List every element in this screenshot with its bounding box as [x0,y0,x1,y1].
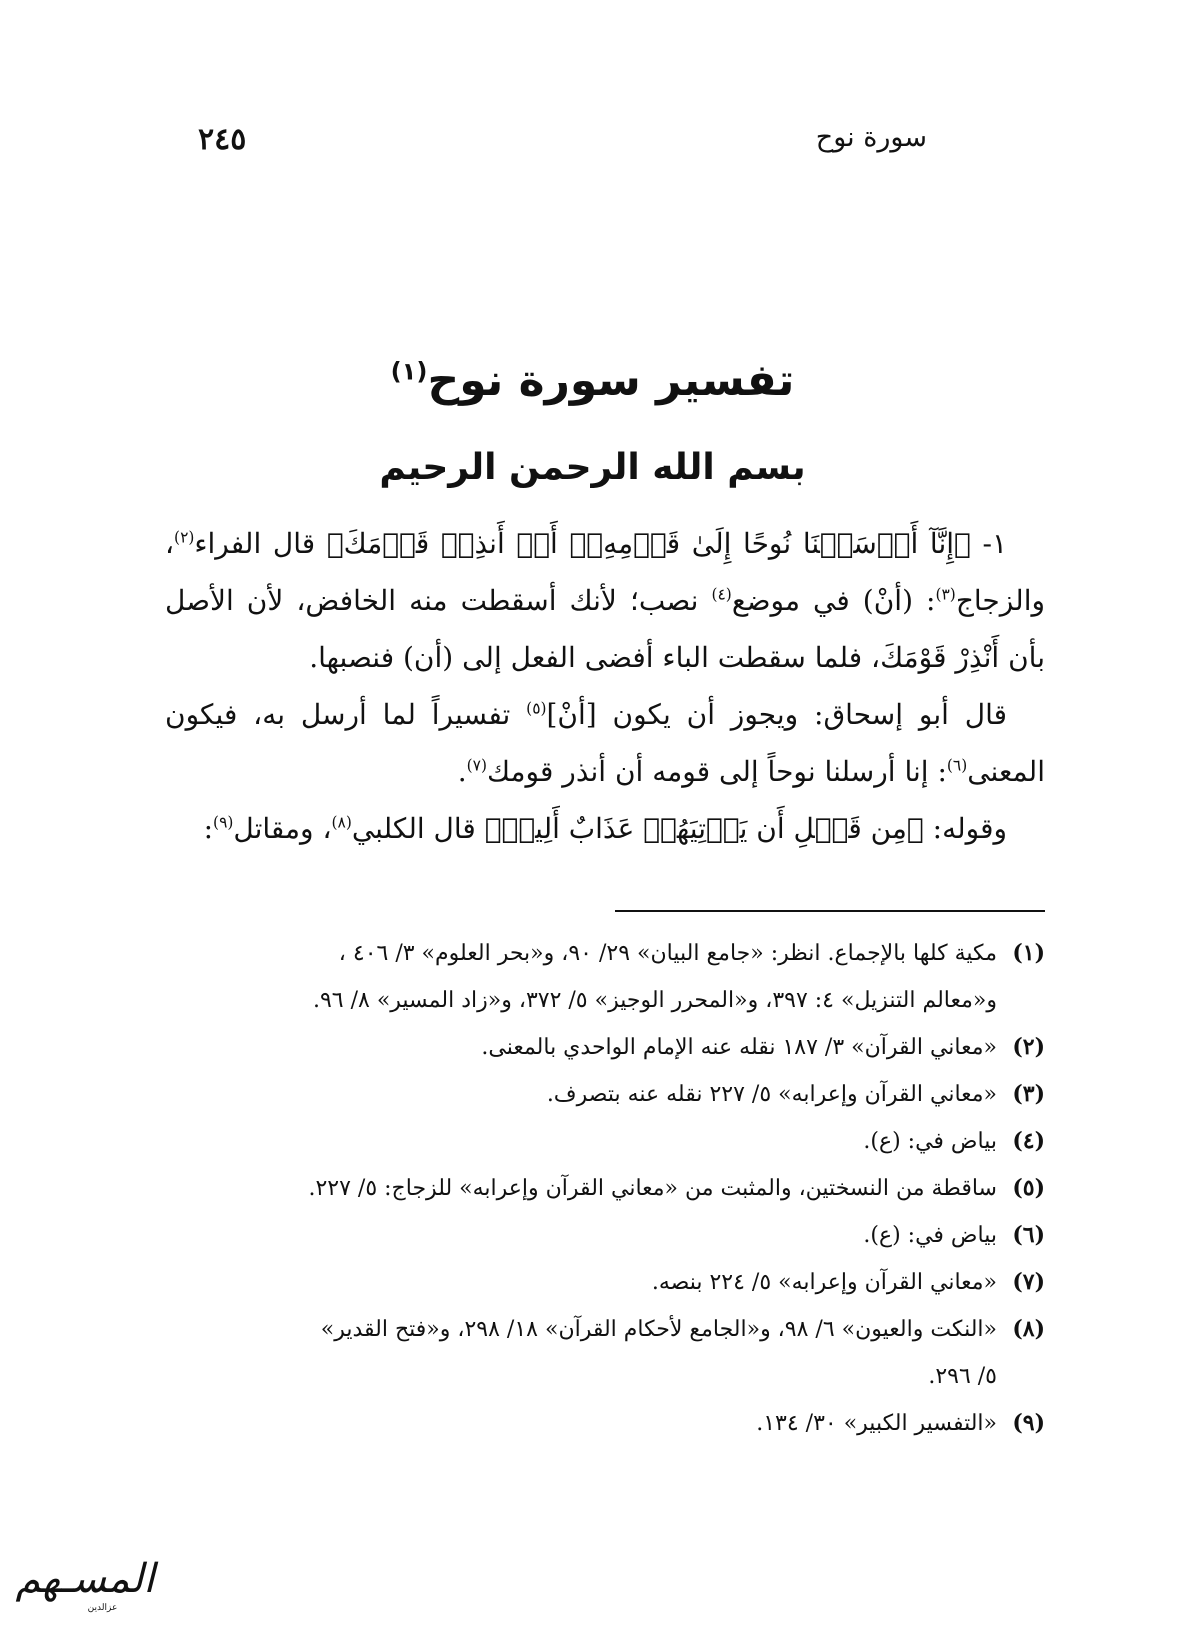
text-run: تفسيراً لما أرسل به، فيكون المعنى [165,698,1045,788]
footnote-text: ساقطة من النسختين، والمثبت من «معاني القرآن وإعرابه» للزجاج: ٥/ ٢٢٧. [308,1176,997,1201]
footnote-text: «معاني القرآن وإعرابه» ٥/ ٢٢٤ بنصه. [651,1270,997,1295]
footnote-number: (٩) [1012,1410,1045,1436]
text-run: نصب؛ لأنك أسقطت منه الخافض، لأن الأصل بأن أَنْذِرْ قَوْمَكَ، فلما سقطت الباء أفضى الفعل إلى (أن) فنصبها. [165,584,1045,674]
footnote [165,1024,1045,1071]
footnote-ref: (٢) [174,528,195,547]
footnote-ref: (٩) [213,813,234,832]
running-header-surah: سورة نوح [815,122,927,153]
footnote-number: (٨) [1012,1316,1045,1342]
logo-calligraphy: المسـهم [15,1556,155,1602]
text-run: : إنا أرسلنا نوحاً إلى قومه أن أنذر قومك [486,755,947,788]
footnote-text: مكية كلها بالإجماع. انظر: «جامع البيان» ٢٩/ ٩٠، و«بحر العلوم» ٣/ ٤٠٦ ، [338,941,997,966]
basmala: بسم الله الرحمن الرحيم [379,447,806,488]
paragraph-2 [165,686,1045,800]
footnote-text-continued: ٥/ ٢٩٦. [928,1364,997,1389]
text-run: قال الكلبي [351,812,485,845]
footnote [165,1259,1045,1306]
footnotes [165,930,1045,1447]
paragraph-1 [165,515,1045,686]
logo-caption: عزالدين [87,1603,118,1613]
footnote-number: (٥) [1012,1175,1045,1201]
footnote-number: (٦) [1012,1222,1045,1248]
footnote [165,930,1045,1024]
text-run: ، والزجاج [165,527,1046,617]
footnote-text: «معاني القرآن وإعرابه» ٥/ ٢٢٧ نقله عنه بتصرف. [546,1082,997,1107]
footnote [165,1118,1045,1165]
quran-verse: ﴿إِنَّآ أَرۡسَلۡنَا نُوحًا إِلَىٰ قَوۡمِهِۦٓ أَنۡ أَنذِرۡ قَوۡمَكَ﴾ [326,527,971,560]
footnote-number: (٢) [1012,1034,1045,1060]
footnote-ref: (١) [390,357,428,386]
footnote-number: (٧) [1012,1269,1045,1295]
footnote-ref: (٨) [331,813,352,832]
footnote-text: «النكت والعيون» ٦/ ٩٨، و«الجامع لأحكام القرآن» ١٨/ ٢٩٨، و«فتح القدير» [320,1317,997,1342]
verse-number: ١- [970,527,1008,560]
text-run: : [203,812,214,845]
text-run: قال أبو إسحاق: ويجوز أن يكون [أنْ] [546,698,1007,731]
footnote-text: «التفسير الكبير» ٣٠/ ١٣٤. [756,1411,997,1436]
text-run: . [457,755,467,788]
footnote-ref: (٣) [935,585,956,604]
footnote [165,1400,1045,1447]
text-run: : (أنْ) في موضع [731,584,936,617]
main-text [165,515,1045,857]
footnote-number: (٤) [1012,1128,1045,1154]
chapter-title-text: تفسير سورة نوح [427,355,795,406]
footnote-ref: (٤) [711,585,732,604]
paragraph-3 [165,800,1045,857]
text-run: قال الفراء [194,527,327,560]
footnote [165,1165,1045,1212]
footnote-ref: (٥) [526,699,547,718]
footnote-number: (١) [1012,940,1045,966]
footnote-number: (٣) [1012,1081,1045,1107]
footnote-text: بياض في: (ع). [863,1129,997,1154]
text-run: ، ومقاتل [233,812,332,845]
footnote-text: بياض في: (ع). [863,1223,997,1248]
footnote-divider [615,910,1045,912]
footnote-ref: (٦) [946,756,968,775]
footnote-ref: (٧) [466,756,487,775]
footnote-text-continued: و«معالم التنزيل» ٤: ٣٩٧، و«المحرر الوجيز» ٥/ ٣٧٢، و«زاد المسير» ٨/ ٩٦. [312,988,997,1013]
text-run: وقوله: [923,812,1007,845]
chapter-title [0,355,1185,406]
publisher-logo [10,1555,160,1625]
page-number: ٢٤٥ [198,122,247,157]
footnote [165,1212,1045,1259]
footnote-text: «معاني القرآن» ٣/ ١٨٧ نقله عنه الإمام الواحدي بالمعنى. [481,1035,997,1060]
quran-verse: ﴿مِن قَبۡلِ أَن يَأۡتِيَهُمۡ عَذَابٌ أَلِيمٞ﴾ [484,812,924,845]
footnote [165,1071,1045,1118]
footnote [165,1306,1045,1400]
